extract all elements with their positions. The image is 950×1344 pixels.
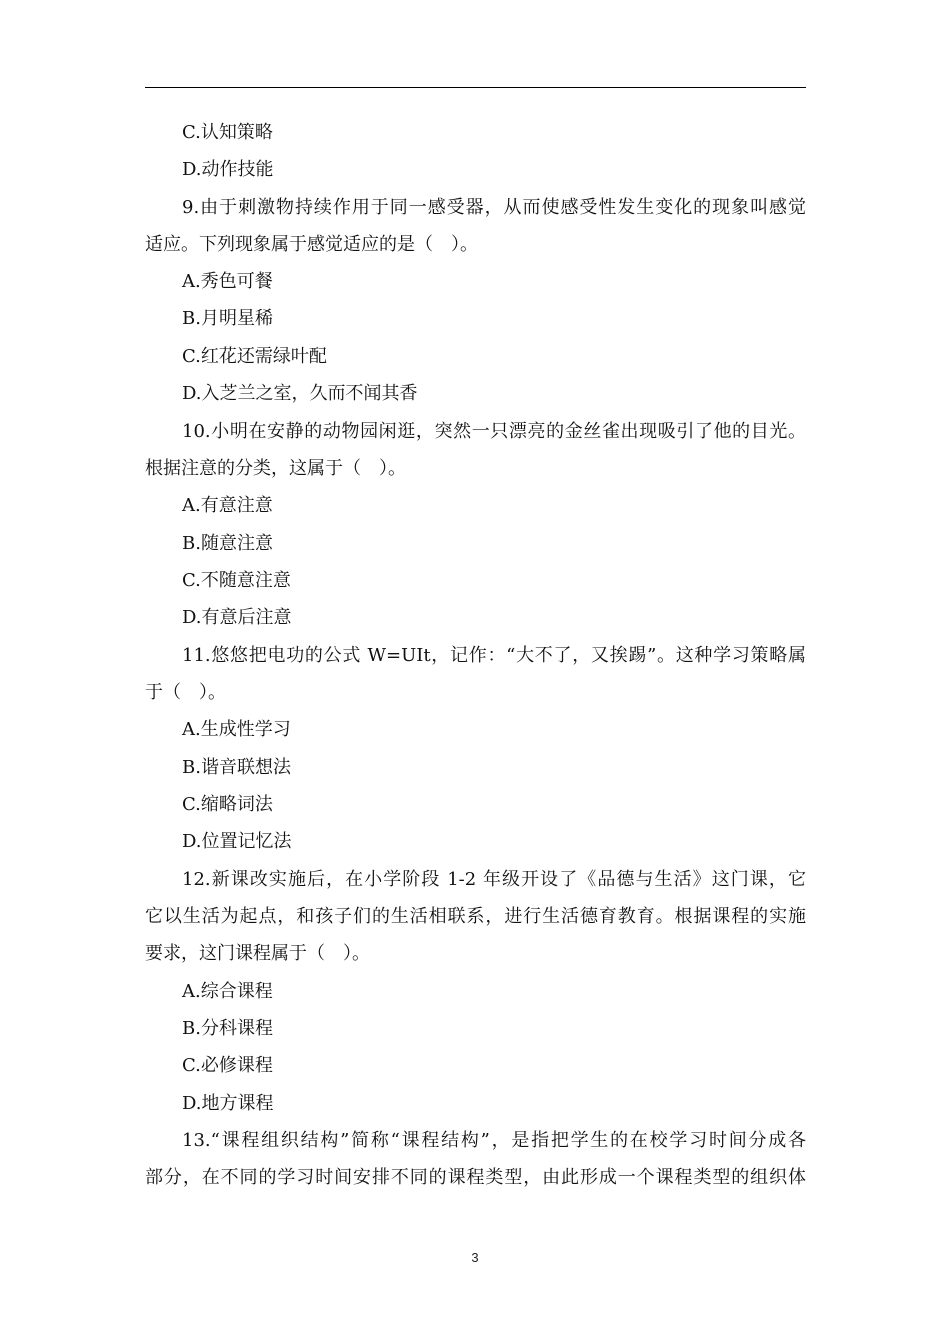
q9-stem-line-2: 适应。下列现象属于感觉适应的是（ ）。: [145, 234, 478, 255]
q10-option-c: C.不随意注意: [182, 570, 291, 591]
q11-option-b: B.谐音联想法: [182, 757, 291, 778]
q10-stem-line-2: 根据注意的分类，这属于（ ）。: [145, 458, 406, 479]
q12-option-c: C.必修课程: [182, 1055, 273, 1076]
q8-option-d: D.动作技能: [182, 159, 274, 180]
q9-option-d: D.入芝兰之室，久而不闻其香: [182, 383, 418, 404]
q12-option-a: A.综合课程: [182, 981, 273, 1002]
q10-option-a: A.有意注意: [182, 495, 273, 516]
q9-option-a: A.秀色可餐: [182, 271, 273, 292]
q11-option-c: C.缩略词法: [182, 794, 273, 815]
q11-option-a: A.生成性学习: [182, 719, 291, 740]
q12-option-b: B.分科课程: [182, 1018, 273, 1039]
q9-option-b: B.月明星稀: [182, 308, 273, 329]
q10-stem-line-1: 10.小明在安静的动物园闲逛，突然一只漂亮的金丝雀出现吸引了他的目光。: [182, 421, 806, 442]
q13-stem-line-1: 13.“课程组织结构”简称“课程结构”，是指把学生的在校学习时间分成各: [182, 1130, 806, 1151]
page-number: 3: [471, 1250, 479, 1265]
q12-stem-line-3: 要求，这门课程属于（ ）。: [145, 943, 370, 964]
q10-option-d: D.有意后注意: [182, 607, 292, 628]
q9-option-c: C.红花还需绿叶配: [182, 346, 327, 367]
q12-stem-line-1: 12.新课改实施后，在小学阶段 1-2 年级开设了《品德与生活》这门课，它: [182, 869, 806, 890]
header-rule: [145, 87, 806, 88]
q11-stem-line-1: 11.悠悠把电功的公式 W=UIt，记作：“大不了，又挨踢”。这种学习策略属: [182, 645, 806, 666]
q12-option-d: D.地方课程: [182, 1093, 274, 1114]
q8-option-c: C.认知策略: [182, 122, 273, 143]
q11-option-d: D.位置记忆法: [182, 831, 292, 852]
q9-stem-line-1: 9.由于刺激物持续作用于同一感受器，从而使感受性发生变化的现象叫感觉: [182, 197, 806, 218]
q10-option-b: B.随意注意: [182, 533, 273, 554]
q12-stem-line-2: 它以生活为起点，和孩子们的生活相联系，进行生活德育教育。根据课程的实施: [145, 906, 806, 927]
q13-stem-line-2: 部分，在不同的学习时间安排不同的课程类型，由此形成一个课程类型的组织体: [145, 1167, 806, 1188]
q11-stem-line-2: 于（ ）。: [145, 682, 226, 703]
